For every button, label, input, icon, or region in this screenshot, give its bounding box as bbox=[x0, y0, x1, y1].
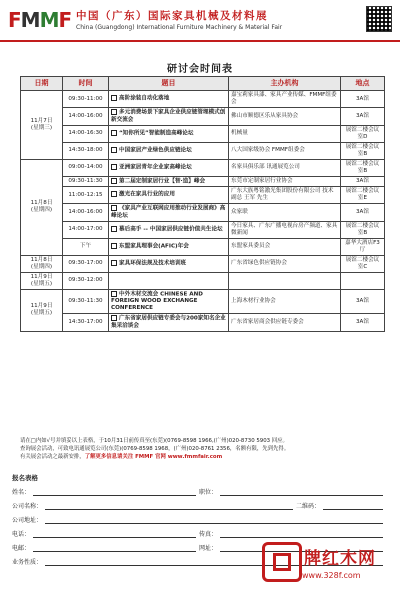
date-cell: 11月9日 (星期五) bbox=[21, 272, 63, 289]
date-cell: 11月7日 (星期三) bbox=[21, 91, 63, 160]
field-label: 电邮： bbox=[12, 545, 31, 552]
venue-cell: 嘉华大酒店F3厅 bbox=[341, 238, 385, 255]
topic-text: 第二届定制家居行业【智·造】峰会 bbox=[119, 178, 206, 184]
field-input[interactable] bbox=[220, 487, 383, 496]
note-text: 有关展会活动之最新安排， bbox=[20, 454, 85, 460]
organizer-cell: 八大国家级协会 FMMF组委会 bbox=[229, 142, 341, 159]
field-label: 业务性质： bbox=[12, 559, 43, 566]
form-row bbox=[12, 524, 386, 538]
field-input[interactable] bbox=[220, 529, 383, 538]
table-row bbox=[21, 221, 385, 238]
time-cell: 14:00-17:00 bbox=[63, 221, 109, 238]
table-row bbox=[21, 91, 385, 108]
topic-checkbox[interactable] bbox=[111, 291, 117, 297]
topic-text: 多元消费场景下家具企业供应链管理模式创新交流会 bbox=[111, 109, 226, 123]
topic-cell bbox=[109, 187, 229, 204]
time-cell: 09:30-11:00 bbox=[63, 91, 109, 108]
field-input[interactable] bbox=[45, 515, 383, 524]
column-header: 日期 bbox=[21, 77, 63, 91]
organizer-cell: 广东省家居商会供应链专委会 bbox=[229, 314, 341, 332]
form-row bbox=[12, 482, 386, 496]
time-cell: 09:30-17:00 bbox=[63, 255, 109, 272]
topic-checkbox[interactable] bbox=[111, 191, 117, 197]
website-note: 了解更多信息请关注 FMMF 官网 www.fmmfair.com bbox=[84, 454, 223, 460]
venue-cell bbox=[341, 272, 385, 289]
venue-cell: 展馆二楼会议室B bbox=[341, 159, 385, 176]
column-header: 主办机构 bbox=[229, 77, 341, 91]
topic-cell bbox=[109, 176, 229, 187]
topic-text: 广东省家居供应链专委会与200家知名企业集采洽谈会 bbox=[111, 315, 226, 329]
topic-cell bbox=[109, 314, 229, 332]
topic-cell bbox=[109, 142, 229, 159]
notes bbox=[20, 437, 384, 461]
column-header: 题目 bbox=[109, 77, 229, 91]
time-cell: 14:30-18:00 bbox=[63, 142, 109, 159]
topic-cell bbox=[109, 289, 229, 314]
topic-checkbox[interactable] bbox=[111, 260, 117, 266]
fair-name-en: China (Guangdong) International Furniture Machinery & Material Fair bbox=[76, 24, 283, 31]
topic-text: 《家具产业互联网应用推动行业发展商》高峰论坛 bbox=[111, 205, 226, 219]
wechat-input[interactable] bbox=[323, 501, 383, 510]
organizer-cell: 东盟家具委员会 bbox=[229, 238, 341, 255]
schedule-title: 研讨会时间表 bbox=[167, 64, 233, 75]
time-cell: 14:30-17:00 bbox=[63, 314, 109, 332]
schedule-body bbox=[21, 91, 385, 332]
topic-cell bbox=[109, 238, 229, 255]
column-header: 地点 bbox=[341, 77, 385, 91]
time-cell: 14:00-16:30 bbox=[63, 125, 109, 142]
organizer-cell: 广东大族粤铭激光集团股份有限公司 技术副总 王军 先生 bbox=[229, 187, 341, 204]
time-cell: 11:00-12:15 bbox=[63, 187, 109, 204]
time-cell: 14:00-16:00 bbox=[63, 108, 109, 126]
topic-cell bbox=[109, 125, 229, 142]
topic-checkbox[interactable] bbox=[111, 147, 117, 153]
field-label: 网址： bbox=[199, 545, 218, 552]
table-row bbox=[21, 159, 385, 176]
field-label: 公司名称： bbox=[12, 503, 43, 510]
organizer-cell: 上海木材行业协会 bbox=[229, 289, 341, 314]
topic-cell bbox=[109, 159, 229, 176]
topic-text: 东盟家具理事会(AFIC)年会 bbox=[119, 243, 189, 250]
qr-code-icon bbox=[366, 6, 392, 32]
organizer-cell: 东莞市定制家居行业协会 bbox=[229, 176, 341, 187]
table-row bbox=[21, 176, 385, 187]
topic-text: 亚洲家居青年企业家高峰论坛 bbox=[119, 164, 192, 171]
topic-cell bbox=[109, 255, 229, 272]
table-row bbox=[21, 125, 385, 142]
topic-checkbox[interactable] bbox=[111, 205, 117, 211]
brand-url: www.328f.com bbox=[302, 571, 361, 580]
schedule-table bbox=[20, 76, 385, 332]
topic-text: 中外木材交流会 CHINESE AND FOREIGN WOOD EXCHANGE CONFERENCE bbox=[111, 291, 203, 311]
organizer-cell: 众家联 bbox=[229, 204, 341, 222]
table-row bbox=[21, 255, 385, 272]
venue-cell: 3A馆 bbox=[341, 91, 385, 108]
time-cell: 09:00-14:00 bbox=[63, 159, 109, 176]
date-cell: 11月9日 (星期五) bbox=[21, 289, 63, 331]
date-cell: 11月8日 (星期四) bbox=[21, 255, 63, 272]
time-cell: 14:00-16:00 bbox=[63, 204, 109, 222]
topic-text: 激光在家具行业的应用 bbox=[119, 191, 175, 198]
field-label: 职位： bbox=[199, 489, 218, 496]
topic-cell bbox=[109, 91, 229, 108]
form-row bbox=[12, 496, 386, 510]
organizer-cell: 广东省绿色供应链协会 bbox=[229, 255, 341, 272]
table-row bbox=[21, 314, 385, 332]
topic-text: 高阶涂装自动化落地 bbox=[119, 95, 170, 102]
topic-checkbox[interactable] bbox=[111, 164, 117, 170]
topic-text: 慕后高手 -- 中国家居供应链价值共生论坛 bbox=[119, 226, 223, 233]
time-cell: 09:30-11:30 bbox=[63, 176, 109, 187]
venue-cell: 3A馆 bbox=[341, 108, 385, 126]
table-row bbox=[21, 238, 385, 255]
field-label: 传真： bbox=[199, 531, 218, 538]
topic-checkbox[interactable] bbox=[111, 178, 117, 184]
field-input[interactable] bbox=[45, 501, 293, 510]
form-title: 报名表格 bbox=[12, 474, 38, 482]
topic-checkbox[interactable] bbox=[111, 95, 117, 101]
time-cell: 09:30-12:00 bbox=[63, 272, 109, 289]
topic-cell bbox=[109, 272, 229, 289]
brand-name: 牌红木网 bbox=[304, 549, 376, 569]
venue-cell: 展馆二楼会议室E bbox=[341, 187, 385, 204]
organizer-cell: 机械量 bbox=[229, 125, 341, 142]
note-line: 请在□内如√号并填妥以上表格，于10月31日前传真至(东莞)(0769-8598 1966,(广州)020-8730 5903 回应。 bbox=[20, 438, 288, 444]
field-label: 公司地址： bbox=[12, 517, 43, 524]
field-input[interactable] bbox=[33, 487, 196, 496]
fair-name-cn: 中国（广东）国际家具机械及材料展 bbox=[76, 10, 268, 22]
topic-checkbox[interactable] bbox=[111, 243, 117, 249]
table-row bbox=[21, 108, 385, 126]
venue-cell: 3A馆 bbox=[341, 176, 385, 187]
venue-cell: 3A馆 bbox=[341, 204, 385, 222]
table-row bbox=[21, 187, 385, 204]
time-cell: 09:30-11:30 bbox=[63, 289, 109, 314]
brand-logo-icon bbox=[262, 542, 302, 582]
field-input[interactable] bbox=[33, 529, 196, 538]
venue-cell: 展馆二楼会议室B bbox=[341, 142, 385, 159]
field-label: 电话： bbox=[12, 531, 31, 538]
organizer-cell bbox=[229, 272, 341, 289]
field-input[interactable] bbox=[33, 543, 196, 552]
form-row bbox=[12, 510, 386, 524]
topic-text: 家具环保法规及技术培训班 bbox=[119, 260, 187, 267]
venue-cell: 展馆二楼会议室D bbox=[341, 125, 385, 142]
table-row bbox=[21, 289, 385, 314]
table-row bbox=[21, 204, 385, 222]
date-cell: 11月8日 (星期四) bbox=[21, 159, 63, 255]
table-row bbox=[21, 142, 385, 159]
fair-header bbox=[0, 0, 400, 42]
organizer-cell: 名家具俱乐部 讯通展览公司 bbox=[229, 159, 341, 176]
topic-cell bbox=[109, 204, 229, 222]
topic-checkbox[interactable] bbox=[111, 130, 117, 136]
topic-text: “知你所见”智能制造高峰论坛 bbox=[119, 130, 194, 137]
column-header: 时间 bbox=[63, 77, 109, 91]
venue-cell: 3A馆 bbox=[341, 289, 385, 314]
wechat-label: 二维码： bbox=[295, 503, 320, 510]
venue-cell: 3A馆 bbox=[341, 314, 385, 332]
organizer-cell: 今日家具、广东广播电视台房产频道、家具微新闻 bbox=[229, 221, 341, 238]
time-cell: 下午 bbox=[63, 238, 109, 255]
topic-checkbox[interactable] bbox=[111, 226, 117, 232]
venue-cell: 展馆二楼会议室C bbox=[341, 255, 385, 272]
schedule-header-row bbox=[21, 77, 385, 91]
topic-cell bbox=[109, 221, 229, 238]
venue-cell: 展馆二楼会议室B bbox=[341, 221, 385, 238]
fmmf-logo: FMMF bbox=[8, 8, 72, 32]
topic-checkbox[interactable] bbox=[111, 109, 117, 115]
topic-cell bbox=[109, 108, 229, 126]
field-label: 姓名： bbox=[12, 489, 31, 496]
table-row bbox=[21, 272, 385, 289]
topic-checkbox[interactable] bbox=[111, 315, 117, 321]
topic-text: 中国家居产业绿色供应链论坛 bbox=[119, 147, 192, 154]
organizer-cell: 佛山市顺德区乐从家具协会 bbox=[229, 108, 341, 126]
note-line bbox=[20, 453, 384, 461]
organizer-cell: 嘉宝莉家具漆、家具产业传媒、FMMF组委会 bbox=[229, 91, 341, 108]
note-line: 查询展会活动，可致电讯通展览公司(东莞)(0769-8598 1968，(广州)020-8761 2356，名额有限，先到先得。 bbox=[20, 446, 290, 452]
brand-watermark bbox=[262, 540, 394, 594]
